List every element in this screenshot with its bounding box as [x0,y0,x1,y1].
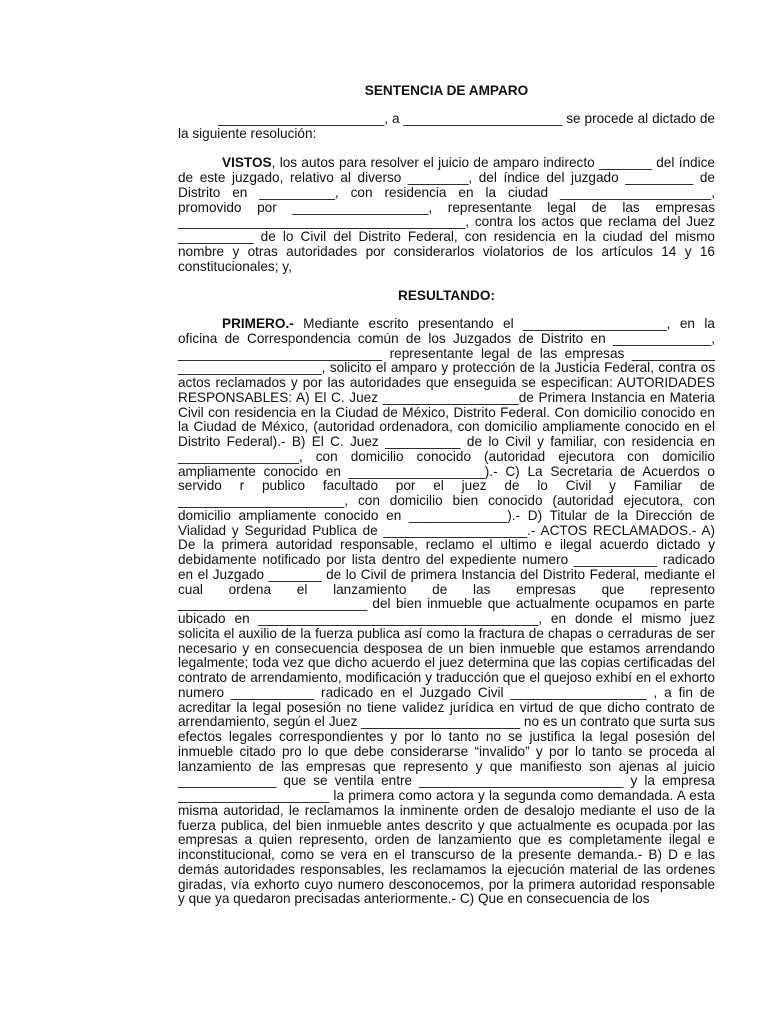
vistos-label: VISTOS [222,155,272,171]
vistos-text: , los autos para resolver el juicio de amparo indirecto _______ del índice de este juzgado, relativo al diverso ________, del índice del juzgado _________ de Distrito en __________, con residencia en la ciudad ____________________, promovido por __________________, representante legal de las empresas ______________________________________, contra los actos que reclama del Juez __________ de lo Civil del Distrito Federal, con residencia en la ciudad del mismo nombre y otras autoridades por considerarlos violatorios de los artículos 14 y 16 constitucionales; y, [178,155,715,274]
resultando-heading: RESULTANDO: [398,288,495,304]
primero-text: Mediante escrito presentando el ___________________, en la oficina de Correspondencia común de los Juzgados de Distrito en _____________, ___________________________ representante legal de las empresas ___________ ___________________, solicito el amparo y protección de la Justicia Federal, contra os actos reclamados y por las autoridades que enseguida se especifican: AUTORIDADES RESPONSABLES: A) El C. Juez __________________de Primera Instancia en Materia Civil con residencia en la Ciudad de México, Distrito Federal. Con domicilio conocido en la Ciudad de México, (autoridad ordenadora, con domicilio ampliamente conocido en el Distrito Federal).- B) El C. Juez __________ de lo Civil y familiar, con residencia en ________________, con domicilio conocido (autoridad ejecutora con domicilio ampliamente conocido en __________________).- C) La Secretaria de Acuerdos o servido r publico facultado por el juez de lo Civil y Familiar de ______________________, con domicilio bien conocido (autoridad ejecutora, con domicilio ampliamente conocido en _____________).- D) Titular de la Dirección de Vialidad y Seguridad Publica de ___________________.- ACTOS RECLAMADOS.- A) De la primera autoridad responsable, reclamo el ultimo e ilegal acuerdo dictado y debidamente notificado por lista dentro del expediente numero ___________ radicado en el Juzgado _______ de lo Civil de primera Instancia del Distrito Federal, mediante el cual ordena el lanzamiento de las empresas que represento _________________________ del bien inmueble que actualmente ocupamos en parte ubicado en _____________________________________, en donde el mismo juez solicita el auxilio de la fuerza publica así como la fractura de chapas o cerraduras de ser necesario y en consecuencia desposea de un bien inmueble que estamos arrendando legalmente; toda vez que dicho acuerdo el juez determina que las copias certificadas del contrato de arrendamiento, modificación y traducción que el quejoso exhibí en el exhorto numero ___________ radicado en el Juzgado Civil __________________ , a fin de acreditar la legal posesión no tiene validez jurídica en virtud de que dicho contrato de arrendamiento, según el Juez _____________________ no es un contrato que surta sus efectos legales correspondientes y por lo tanto no se justifica la legal posesión del inmueble citado pro lo que debe considerarse “invalido” y por lo tanto se proceda al lanzamiento de las empresas que represento y que manifiesto son ajenas al juicio _____________ que se ventila entre ___________________________ y la empresa ____________________ la primera como actora y la segunda como demandada. A esta misma autoridad, le reclamamos la inminente orden de desalojo mediante el uso de la fuerza publica, del bien inmueble antes descrito y que actualmente es ocupada por las empresas a quien represento, orden de lanzamiento que es completamente ilegal e inconstitucional, como se vera en el transcurso de la presente demanda.- B) D e las demás autoridades responsables, les reclamamos la ejecución material de las ordenes giradas, vía exhorto cuyo numero desconocemos, por la primera autoridad responsable y que ya quedaron precisadas anteriormente.- C) Que en consecuencia de los [178,316,715,907]
document-page [178,84,715,922]
document-title: SENTENCIA DE AMPARO [364,83,529,98]
intro-paragraph: ______________________, a _____________________ se procede al dictado de la siguiente resolución: [178,110,715,141]
vistos-paragraph [178,156,715,274]
primero-label: PRIMERO.- [222,316,294,331]
primero-paragraph [178,317,715,907]
